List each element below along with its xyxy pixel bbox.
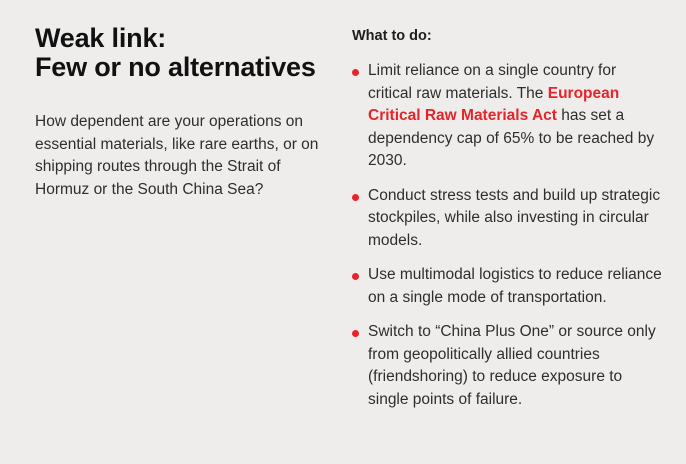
left-column [35, 24, 335, 201]
list-item [352, 185, 662, 253]
eu-critical-raw-materials-act-link[interactable]: European Critical Raw Materials Act [368, 84, 620, 124]
bullet-dot-icon [352, 273, 359, 280]
title-line-2: Few or no alternatives [35, 52, 316, 82]
recommendation-list [352, 60, 662, 411]
list-item [352, 60, 662, 173]
item-text-before: Limit reliance on a single country for critical raw materials. The [368, 62, 617, 102]
item-text-after: has set a dependency cap of 65% to be reached by 2030. [368, 107, 655, 169]
bullet-dot-icon [352, 194, 359, 201]
list-item [352, 264, 662, 309]
item-text: Use multimodal logistics to reduce reliance on a single mode of transportation. [368, 266, 662, 306]
list-item [352, 321, 662, 411]
bullet-dot-icon [352, 69, 359, 76]
page-title [35, 24, 335, 82]
right-column [352, 27, 662, 423]
intro-paragraph: How dependent are your operations on essential materials, like rare earths, or on shipping routes through the Strait of Hormuz or the South China Sea? [35, 113, 319, 198]
title-line-1: Weak link: [35, 23, 167, 53]
item-text: Switch to “China Plus One” or source only from geopolitically allied countries (friendshoring) to reduce exposure to single points of failure. [368, 323, 656, 408]
section-heading: What to do: [352, 28, 432, 44]
bullet-dot-icon [352, 330, 359, 337]
item-text: Conduct stress tests and build up strategic stockpiles, while also investing in circular models. [368, 186, 661, 249]
